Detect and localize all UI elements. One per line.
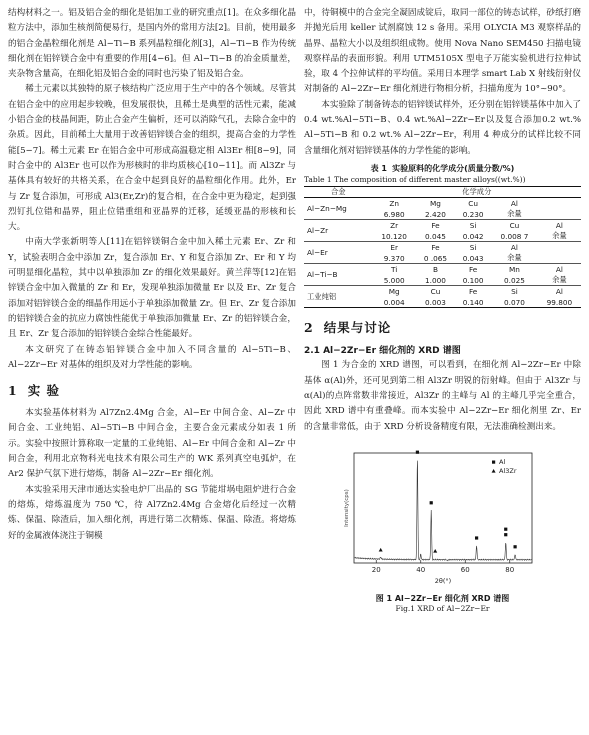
table-row [304, 264, 581, 275]
element-header-cell: Al [555, 221, 563, 231]
table-row [304, 286, 581, 297]
paragraph: 中南大学张新明等人[11]在铝锌镁铜合金中加入稀土元素 Er、Zr 和 Y，试验表明合金中添加 Zr，复合添加 Er、Y 和复合添加 Zr、Er 和 Y 均可明显细化晶粒，其中以单独添加 Zr 的细化效果最好。黄兰萍等[12]在铝锌镁合金中加入微量的 Zr 和 Er，发现单独添加微量 Er 以及 Er、Zr 复合添加对铝锌镁合金的细晶作用远小于单独添加微量 Zr。但 Er、Zr 复合添加的铝锌镁合金的抗应力腐蚀性能优于单独添加微量 Er、Zr 的铝锌镁合金，且 Er、Zr 复合添加的铝锌镁合金综合性能最好。 [8, 237, 296, 340]
value-cell: 5.000 [383, 275, 405, 285]
element-header-cell: Ti [391, 265, 398, 275]
element-header-cell: B [432, 265, 438, 275]
value-cell: 9.370 [383, 253, 405, 263]
paragraph: 本实验基体材料为 Al7Zn2.4Mg 合金，Al−Er 中间合金、Al−Zr 中间合金、工业纯铝、Al−5Ti−B 中间合金，主要合金元素成分如表 1 所示。实验中按照计算称取一定量的工业纯铝、Al−Er 中间合金和 Al−Zr 中间合金，利用北京物科光电技术有限公司生产的 WK 系列真空电弧炉，在 Ar2 保护气氛下进行熔炼，制备 Al−2Zr−Er 细化剂。 [8, 408, 296, 480]
element-header-cell: Zr [390, 221, 399, 231]
element-header-cell: Mg [388, 287, 400, 297]
value-cell: 0.070 [503, 297, 525, 307]
element-header-cell: Zn [389, 199, 399, 209]
legend-al3zr-marker [492, 469, 496, 473]
element-header-cell: Al [510, 199, 518, 209]
table-caption-number: 表 1 [370, 163, 387, 173]
left-column [8, 6, 296, 544]
value-cell: 2.420 [425, 209, 446, 219]
al-phase-marker [475, 536, 478, 539]
element-header-cell: Al [555, 265, 563, 275]
composition-table [304, 186, 581, 309]
element-header-cell: Mg [430, 199, 441, 209]
al-phase-marker [504, 528, 507, 531]
right-column [304, 6, 581, 613]
x-tick-label: 20 [371, 565, 381, 574]
legend-al-marker [492, 460, 495, 463]
element-header-cell: Fe [468, 287, 478, 297]
alloy-name-cell: Al−Zn−Mg [307, 204, 347, 214]
table-caption-en: Table 1 The composition of different master alloys((wt.%)) [304, 174, 526, 184]
value-cell: 0.008 7 [500, 231, 529, 241]
table-header-row [304, 186, 581, 198]
value-cell: 0.003 [425, 297, 446, 307]
element-header-cell: Si [469, 243, 477, 253]
table-row [304, 220, 581, 231]
value-cell: 0 .065 [423, 253, 448, 263]
al-phase-marker [513, 545, 516, 548]
element-header-cell: Al [510, 243, 518, 253]
element-header-cell: Cu [468, 199, 478, 209]
al-phase-marker [430, 501, 433, 504]
element-header-cell: Al [555, 287, 563, 297]
element-header-cell: Cu [430, 287, 441, 297]
element-header-cell [538, 198, 581, 209]
legend-al3zr-label: Al3Zr [499, 466, 517, 475]
element-header-cell: Si [469, 221, 477, 231]
table-row [304, 242, 581, 253]
value-cell: 余量 [507, 253, 522, 263]
alloy-name-cell: 工业纯铝 [307, 291, 337, 301]
figure-caption-en: Fig.1 XRD of Al−2Zr−Er [395, 603, 490, 613]
paragraph: 稀土元素以其独特的原子核结构广泛应用于生产中的各个领域。尽管其在铝合金中的应用起步较晚，但发展很快，且稀土是典型的活性元素，能减小铝合金的枝晶间距，防止合金产生偏析，还可以消除气孔，去除合金中的杂质。因此，目前稀土大量用于改善铝锌镁合金的组织，提高合金的力学性能[5−7]。稀土元素 Er 在铝合金中可形成高温稳定相 Al3Er 相[8−9]，同时合金中的 Al3Er 也可以作为形核时的非均质核心[10−11]。而 Al3Zr 与基体具有较好的共格关系，在合金中起到良好的晶粒细化作用。此外，Er 与 Zr 复合添加，可形成 Al3(Er,Zr)的复合相，在合金中更为稳定，起到强烈钉扎位错和晶界，阻止位错重组和亚晶界的迁移，延缓亚晶的形核和长大。 [8, 84, 296, 233]
element-header-cell: Mn [508, 265, 520, 275]
xrd-trace [354, 461, 531, 561]
section-number: 1 [8, 383, 18, 399]
value-cell: 余量 [507, 209, 522, 219]
x-tick-label: 60 [460, 565, 470, 574]
al3zr-phase-marker [433, 549, 437, 553]
paragraph: 图 1 为合金的 XRD 谱图，可以看到，在细化剂 Al−2Zr−Er 中除基体 α(Al)外，还可见到第二相 Al3Zr 明锐的衍射峰。但由于 Al3Zr 与α(Al)的点阵常数非常接近，Al3Zr 的主峰与 Al 的主峰几乎完全重合，因此 XRD 谱中有重叠峰。而本实验中 Al−2Zr−Er 细化剂里 Zr、Er 的含量非常低，由于 XRD 分析设备精度有限，无法准确检测出来。 [304, 360, 581, 432]
paragraph: 结构材料之一。铝及铝合金的细化是铝加工业的研究重点[1]。在众多细化晶粒方法中，添加生核剂简便易行，是国内外的常用方法[2]。目前，使用最多的铝合金晶粒细化剂是 Al−Ti−B 系列晶粒细化剂[3]，Al−Ti−B 作为传统细化剂在铝锌镁合金中有重要的作用[4−6]。但 Al−Ti−B 的冶金质量差，夹杂物含量高，在细化铝及铝合金的同时也污染了铝及铝合金。 [8, 8, 296, 80]
section-heading [8, 381, 296, 399]
value-cell: 0.045 [425, 231, 446, 241]
element-header-cell [538, 242, 581, 253]
subsection-heading: 2.1 Al−2Zr−Er 细化剂的 XRD 谱图 [304, 346, 461, 357]
alloy-name-cell: Al−Zr [307, 226, 329, 236]
value-cell: 10.120 [381, 231, 407, 241]
value-cell: 0.100 [462, 275, 484, 285]
element-header-cell: Fe [431, 243, 440, 253]
value-cell [538, 209, 581, 220]
value-cell: 0.042 [462, 231, 484, 241]
element-header-cell: Si [511, 287, 518, 297]
value-cell: 0.025 [503, 275, 525, 285]
xrd-figure [304, 441, 581, 613]
legend-al-label: Al [499, 457, 506, 466]
al-phase-marker [416, 451, 419, 454]
element-header-cell: Fe [468, 265, 478, 275]
section-heading [304, 318, 581, 336]
x-tick-label: 40 [416, 565, 426, 574]
x-tick-label: 80 [505, 565, 515, 574]
value-cell: 余量 [552, 275, 567, 285]
table-caption [304, 163, 581, 174]
value-cell: 6.980 [383, 209, 405, 219]
xrd-chart [304, 441, 581, 589]
value-cell: 0.140 [462, 297, 484, 307]
element-header-cell: Fe [431, 221, 440, 231]
al-phase-marker [504, 533, 507, 536]
paragraph: 本实验除了制备铸态的铝锌镁试样外，还分别在铝锌镁基体中加入了 0.4 wt.%Al−5Ti−B、0.4 wt.%Al−2Zr−Er以及复合添加0.2 wt.% Al−5Ti−B 和 0.2 wt.% Al−2Zr−Er，利用 4 种成分的试样比较不同含量细化剂对铝锌镁基体的力学性能的影响。 [304, 99, 581, 156]
paragraph: 本文研究了在铸态铝锌镁合金中加入不同含量的 Al−5Ti−B、Al−2Zr−Er 对基体的组织及对力学性能的影响。 [8, 344, 296, 370]
value-cell: 余量 [552, 231, 567, 241]
paragraph: 中，待铜模中的合金完全凝固成锭后，取同一部位的铸态试样，砂纸打磨并抛光后用 keller 试剂腐蚀 12 s 备用。采用 OLYCIA M3 观察样品的晶界、晶粒大小以及组织组成物。使用 Nova Nano SEM450 扫描电镜观察样品的表面形貌。利用 UTM5105X 型电子万能实验机进行拉伸试验，取 4 个拉伸试样的平均值。采用日本理学 smart Lab X 射线衍射仪对制备的 Al−2Zr−Er 细化剂进行物相分析，扫描角度为 10°~90°。 [304, 8, 581, 95]
value-cell: 0.004 [383, 297, 405, 307]
table-header-alloy: 合金 [331, 187, 346, 197]
element-header-cell: Er [390, 243, 398, 253]
table-header-composition: 化学成分 [462, 187, 492, 197]
value-cell: 99.800 [546, 297, 573, 307]
alloy-name-cell: Al−Ti−B [307, 270, 338, 280]
alloy-name-cell: Al−Er [307, 248, 328, 258]
value-cell: 0.043 [462, 253, 484, 263]
paragraph: 本实验采用天津市通达实验电炉厂出品的 SG 节能坩埚电阻炉进行合金的熔炼，熔炼温度为 750 ℃，待 Al7Zn2.4Mg 合金熔化后经过一次精炼、保温、除渣后，加入细化剂，再进行第二次精炼、保温、除渣。将熔炼好的金属液体浇注于铜模 [8, 484, 296, 541]
x-axis-label: 2θ(°) [434, 576, 452, 585]
value-cell: 0.230 [462, 209, 484, 219]
value-cell: 1.000 [425, 275, 446, 285]
figure-caption: 图 1 Al−2Zr−Er 细化剂 XRD 谱图 [375, 593, 510, 603]
y-axis-label: Intensity(cps) [344, 489, 350, 527]
section-title: 实 验 [27, 383, 61, 399]
table-row [304, 198, 581, 209]
section-number: 2 [304, 320, 314, 336]
value-cell [538, 253, 581, 264]
element-header-cell: Cu [509, 221, 520, 231]
al3zr-phase-marker [379, 548, 383, 552]
section-title: 结果与讨论 [323, 320, 392, 336]
table-caption-title: 实验原料的化学成分(质量分数/%) [392, 163, 515, 173]
